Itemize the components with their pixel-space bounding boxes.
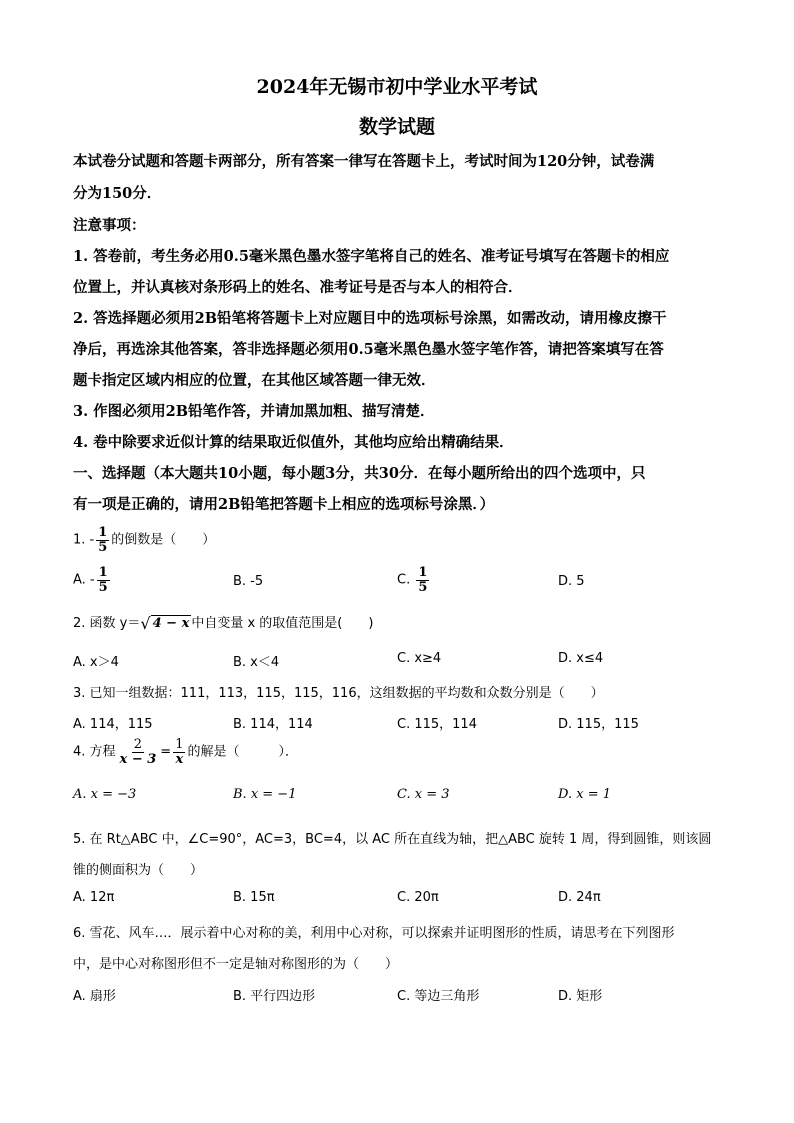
q1-option-d: D. 5 [558,574,585,589]
question-6-line-2: 中，是中心对称图形但不一定是轴对称图形的为（ ） [73,957,399,972]
q1-suffix: 的倒数是（ ） [111,532,216,548]
q1-c-num: 1 [418,565,428,580]
question-5-line-2: 锥的侧面积为（ ） [73,863,204,878]
q6-option-b: B. 平行四边形 [233,989,316,1004]
q2-option-d: D. x≤4 [558,651,604,666]
exam-title: 2024年无锡市初中学业水平考试 [256,76,538,98]
note-1a: 1. 答卷前，考生务必用0.5毫米黑色墨水签字笔将自己的姓名、准考证号填写在答题卡的相应 [73,248,670,265]
intro-line-1: 本试卷分试题和答题卡两部分，所有答案一律写在答题卡上，考试时间为120分钟，试卷满 [73,153,655,170]
q1-a-fraction [97,566,110,594]
q2-suffix: 中自变量 x 的取值范围是( ) [191,616,374,631]
q5-option-a: A. 12π [73,890,115,905]
q6-option-a: A. 扇形 [73,989,116,1004]
q4-left-num: 2 [133,737,143,752]
q1-c-prefix: C. [397,572,415,588]
q4-option-a: A. x = −3 [73,787,137,802]
q2-option-a: A. x＞4 [73,655,119,670]
note-4: 4. 卷中除要求近似计算的结果取近似值外，其他均应给出精确结果． [73,434,514,451]
q4-equals: = [160,744,172,760]
q2-sqrt [140,615,191,633]
q3-option-d: D. 115，115 [558,717,639,732]
intro-line-2: 分为150分． [73,185,162,202]
q2-prefix: 2. 函数 y＝ [73,616,141,631]
q5-option-b: B. 15π [233,890,275,905]
q1-c-den: 5 [418,579,428,595]
q4-option-c: C. x = 3 [397,787,450,802]
q4-option-b: B. x = −1 [233,787,297,802]
q4-prefix: 4. 方程 [73,744,116,760]
q1-option-b: B. -5 [233,574,264,589]
q6-option-c: C. 等边三角形 [397,989,480,1004]
q1-num: 1 [98,525,108,540]
question-5-line-1: 5. 在 Rt△ABC 中，∠C=90°，AC=3，BC=4，以 AC 所在直线为轴，把△ABC 旋转 1 周，得到圆锥，则该圆 [73,832,712,847]
note-1b: 位置上，并认真核对条形码上的姓名、准考证号是否与本人的相符合． [73,279,523,296]
q6-option-d: D. 矩形 [558,989,603,1004]
q1-a-num: 1 [98,565,108,580]
note-3: 3. 作图必须用2B铅笔作答，并请加黑加粗、描写清楚． [73,403,435,420]
q1-option-a [73,566,112,594]
section-1-heading-b: 有一项是正确的，请用2B铅笔把答题卡上相应的选项标号涂黑．） [73,496,495,513]
question-6-line-1: 6. 雪花、风车…．展示着中心对称的美，利用中心对称，可以探索并证明图形的性质，请思考在下列图形 [73,926,675,941]
q5-option-c: C. 20π [397,890,439,905]
exam-subtitle: 数学试题 [358,116,435,138]
q4-right-fraction [173,738,185,766]
question-3: 3. 已知一组数据：111，113，115，115，116，这组数据的平均数和众数分别是（ ） [73,686,604,701]
q5-option-d: D. 24π [558,890,601,905]
q1-a-den: 5 [98,579,108,595]
sqrt-icon: √ [140,613,151,633]
q4-left-fraction [118,738,159,766]
note-2c: 题卡指定区域内相应的位置，在其他区域答题一律无效． [73,372,436,389]
q4-right-num: 1 [175,737,184,752]
q1-den: 5 [98,539,108,555]
question-2 [73,612,373,633]
q1-prefix: 1. - [73,532,95,548]
q1-option-c [397,566,431,594]
note-2a: 2. 答选择题必须用2B铅笔将答题卡上对应题目中的选项标号涂黑，如需改动，请用橡皮擦干 [73,310,667,327]
q4-right-den: x [175,751,184,767]
q1-fraction [96,526,109,554]
q3-option-b: B. 114，114 [233,717,313,732]
question-1 [73,526,215,554]
q3-option-c: C. 115，114 [397,717,477,732]
notes-heading: 注意事项： [73,217,146,234]
q3-option-a: A. 114，115 [73,717,153,732]
q1-a-prefix: A. - [73,572,95,588]
question-4 [73,738,298,766]
q4-left-den: x − 3 [119,751,157,767]
q2-option-b: B. x＜4 [233,655,280,670]
section-1-heading-a: 一、选择题（本大题共10小题，每小题3分，共30分．在每小题所给出的四个选项中，只 [73,465,646,482]
q4-suffix: 的解是（ ）． [187,744,298,760]
q1-c-fraction [416,566,429,594]
q4-option-d: D. x = 1 [558,787,611,802]
q2-radicand: 4 − x [152,615,190,631]
note-2b: 净后，再选涂其他答案，答非选择题必须用0.5毫米黑色墨水签字笔作答，请把答案填写在答 [73,341,664,358]
q2-option-c: C. x≥4 [397,651,442,666]
